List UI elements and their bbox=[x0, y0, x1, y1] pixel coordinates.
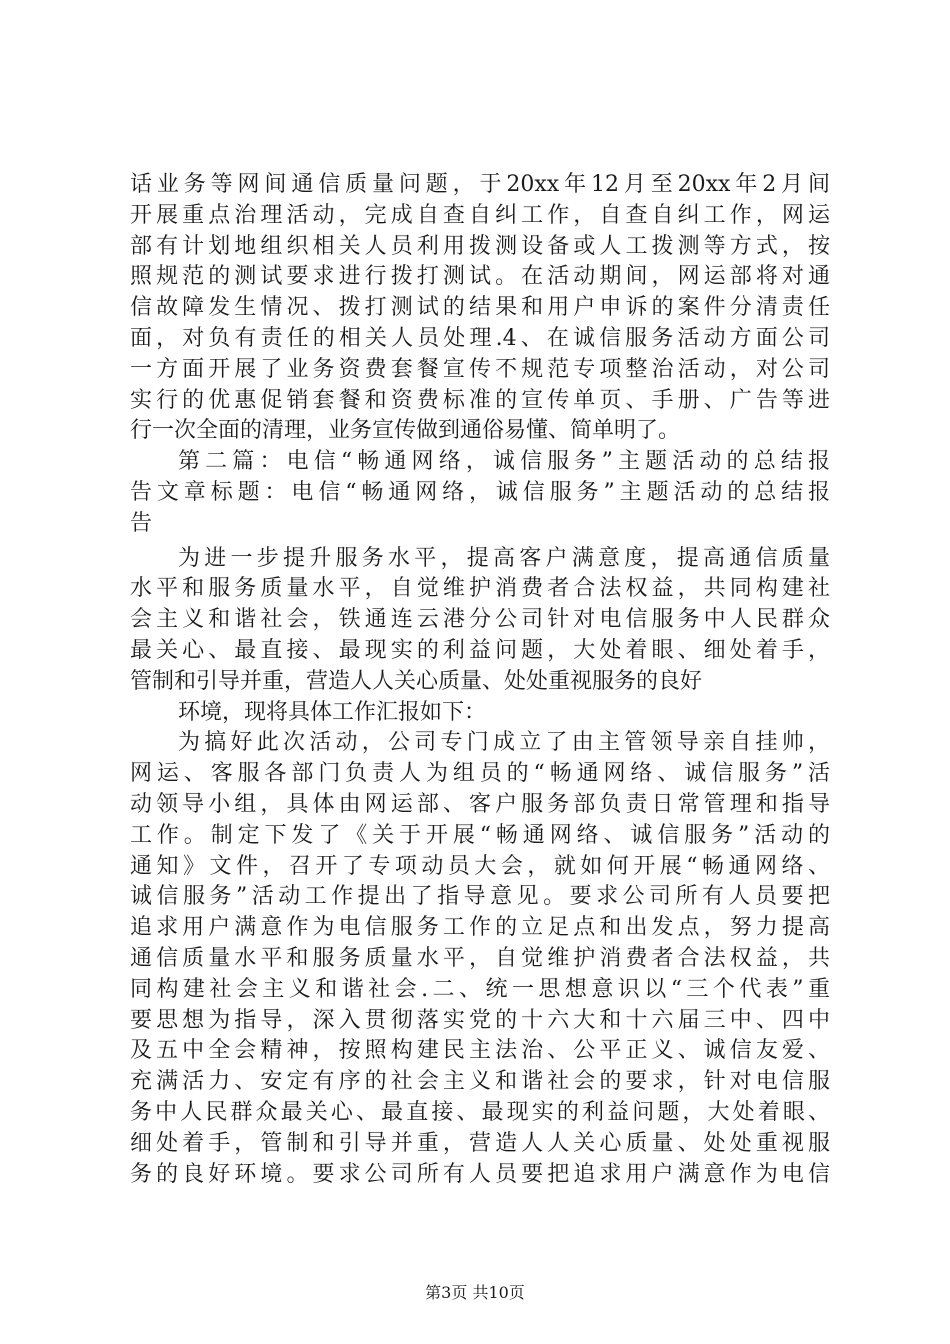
text-line: 行一次全面的清理，业务宣传做到通俗易懂、简单明了。 bbox=[130, 418, 681, 444]
text-line: 通知》文件，召开了专项动员大会，就如何开展“畅通网络、 bbox=[130, 853, 830, 879]
text-line: 一方面开展了业务资费套餐宣传不规范专项整治活动，对公司 bbox=[130, 356, 830, 382]
text-line: 水平和服务质量水平，自觉维护消费者合法权益，共同构建社 bbox=[130, 576, 830, 602]
text-line: 追求用户满意作为电信服务工作的立足点和出发点，努力提高 bbox=[130, 915, 830, 941]
text-line: 实行的优惠促销套餐和资费标准的宣传单页、手册、广告等进 bbox=[130, 387, 830, 413]
section-heading bbox=[130, 447, 830, 539]
paragraph-activity-organization bbox=[130, 728, 830, 1190]
text-line: 面，对负有责任的相关人员处理.4、在诚信服务活动方面公司 bbox=[130, 325, 830, 351]
text-line: 环境，现将具体工作汇报如下： bbox=[178, 699, 487, 725]
heading-line: 第二篇：电信“畅通网络，诚信服务”主题活动的总结报 bbox=[178, 449, 830, 475]
text-line: 话业务等网间通信质量问题，于20xx年12月至20xx年2月间 bbox=[130, 172, 830, 197]
text-line: 管制和引导并重，营造人人关心质量、处处重视服务的良好 bbox=[130, 668, 703, 694]
heading-line: 告 bbox=[130, 510, 153, 536]
text-line: 为进一步提升服务水平，提高客户满意度，提高通信质量 bbox=[178, 545, 830, 571]
paragraph-introduction bbox=[130, 544, 830, 698]
page-number-footer: 第3页 共10页 bbox=[425, 1283, 525, 1302]
text-line: 工作。制定下发了《关于开展“畅通网络、诚信服务”活动的 bbox=[130, 822, 830, 848]
text-line: 通信质量水平和服务质量水平，自觉维护消费者合法权益，共 bbox=[130, 945, 830, 971]
text-line: 开展重点治理活动，完成自查自纠工作，自查自纠工作，网运 bbox=[130, 202, 830, 228]
text-line: 照规范的测试要求进行拨打测试。在活动期间，网运部将对通 bbox=[130, 264, 830, 290]
text-line: 部有计划地组织相关人员利用拨测设备或人工拨测等方式，按 bbox=[130, 233, 830, 259]
text-line: 动领导小组，具体由网运部、客户服务部负责日常管理和指导 bbox=[130, 791, 830, 817]
text-line: 网运、客服各部门负责人为组员的“畅通网络、诚信服务”活 bbox=[130, 761, 830, 787]
text-line: 为搞好此次活动，公司专门成立了由主管领导亲自挂帅， bbox=[178, 730, 830, 756]
text-line: 充满活力、安定有序的社会主义和谐社会的要求，针对电信服 bbox=[130, 1069, 830, 1095]
text-line: 务中人民群众最关心、最直接、最现实的利益问题，大处着眼、 bbox=[130, 1099, 830, 1125]
text-line: 务的良好环境。要求公司所有人员要把追求用户满意作为电信 bbox=[130, 1161, 830, 1187]
text-line: 会主义和谐社会，铁通连云港分公司针对电信服务中人民群众 bbox=[130, 607, 830, 633]
text-line: 诚信服务”活动工作提出了指导意见。要求公司所有人员要把 bbox=[130, 884, 830, 910]
paragraph-telecom-quality-remediation bbox=[130, 170, 830, 447]
text-line: 要思想为指导，深入贯彻落实党的十六大和十六届三中、四中 bbox=[130, 1007, 830, 1033]
paragraph-report-lead bbox=[130, 698, 830, 729]
text-line: 及五中全会精神，按照构建民主法治、公平正义、诚信友爱、 bbox=[130, 1038, 830, 1064]
text-line: 最关心、最直接、最现实的利益问题，大处着眼、细处着手， bbox=[130, 637, 830, 663]
heading-line: 告文章标题：电信“畅通网络，诚信服务”主题活动的总结报 bbox=[130, 479, 830, 505]
text-line: 细处着手，管制和引导并重，营造人人关心质量、处处重视服 bbox=[130, 1130, 830, 1156]
text-line: 同构建社会主义和谐社会.二、统一思想意识以“三个代表”重 bbox=[130, 976, 830, 1002]
document-body bbox=[130, 170, 830, 1190]
text-line: 信故障发生情况、拨打测试的结果和用户申诉的案件分清责任 bbox=[130, 295, 830, 321]
